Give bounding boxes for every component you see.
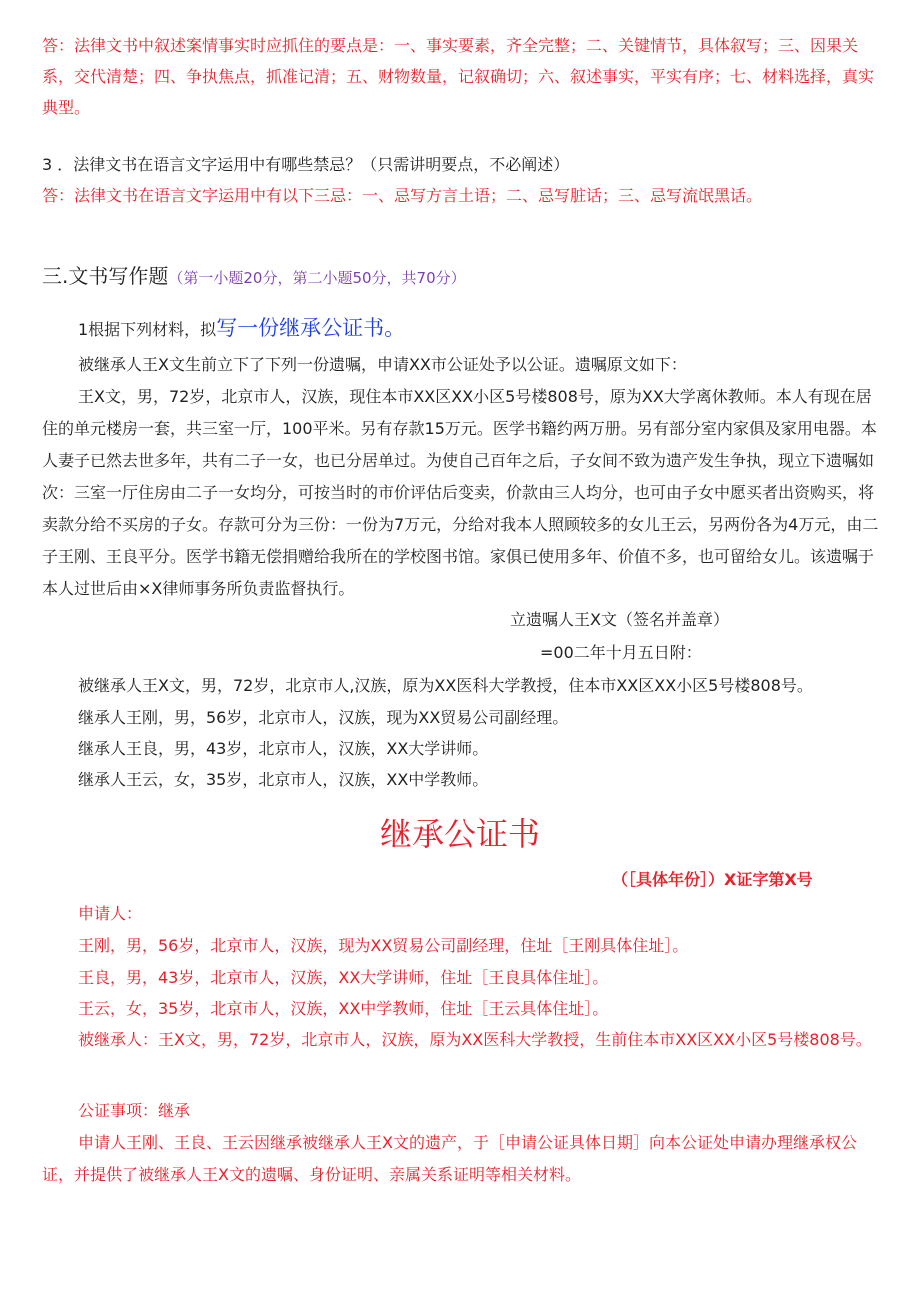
person-heir-wanggang: 继承人王刚，男，56岁，北京市人，汉族，现为XX贸易公司副经理。 [78,708,569,727]
person-decedent: 被继承人王X文，男，72岁，北京市人,汉族，原为XX医科大学教授，住本市XX区XX小区5号楼808号。 [78,676,813,695]
decedent-info: 被继承人：王X文，男，72岁，北京市人，汉族，原为XX医科大学教授，生前住本市XX区XX小区5号楼808号。 [78,1030,872,1049]
certificate-title: 继承公证书 [379,815,540,853]
section-3-heading [42,262,466,292]
applicant-wangliang: 王良，男，43岁，北京市人，汉族，XX大学讲师，住址［王良具体住址］。 [78,968,609,987]
intro-paragraph: 被继承人王X文生前立下了下列一份遗嘱，申请XX市公证处予以公证。遗嘱原文如下： [78,355,687,374]
task-1 [78,312,405,346]
will-text: 王X文，男，72岁，北京市人，汉族，现住本市XX区XX小区5号楼808号，原为XX大学离休教师。本人有现在居住的单元楼房一套，共三室一厅，100平米。另有存款15万元。医学书籍约两万册。另有部分室内家俱及家用电器。本人妻子已然去世多年，共有二子一女，也已分居单过。为使自己百年之后，子女间不致为遗产发生争执，现立下遗嘱如次：三室一厅住房由二子一女均分，可按当时的市价评估后变卖，价款由三人均分，也可由子女中愿买者出资购买，将卖款分给不买房的子女。存款可分为三份：一份为7万元，分给对我本人照顾较多的女儿王云，另两份各为4万元，由二子王刚、王良平分。医学书籍无偿捐赠给我所在的学校图书馆。家俱已使用多年、价值不多，也可留给女儿。该遗嘱于本人过世后由×X律师事务所负责监督执行。 [42,387,879,598]
section-3-title: 三.文书写作题 [42,264,169,288]
applicant-label: 申请人： [78,904,143,923]
person-heir-wangyun: 继承人王云，女，35岁，北京市人，汉族，XX中学教师。 [78,770,489,789]
will-date: =00二年十月五日附： [540,643,702,662]
person-heir-wangliang: 继承人王良，男，43岁，北京市人，汉族，XX大学讲师。 [78,739,489,758]
answer-3: 答：法律文书在语言文字运用中有以下三忌：一、忌写方言土语；二、忌写脏话；三、忌写流氓黑话。 [42,186,763,205]
certificate-number: （［具体年份］）X证字第X号 [612,870,813,889]
answer-2: 答：法律文书中叙述案情事实时应抓住的要点是：一、事实要素，齐全完整；二、关键情节，具体叙写；三、因果关系，交代清楚；四、争执焦点，抓准记清；五、财物数量，记叙确切；六、叙述事实，平实有序；七、材料选择，真实典型。 [42,36,875,117]
task-1-link[interactable]: 写一份继承公证书。 [216,316,406,340]
will-signature: 立遗嘱人王X文（签名并盖章） [510,610,729,629]
section-3-subtitle: （第一小题20分，第二小题50分，共70分） [168,269,466,287]
certificate-body: 申请人王刚、王良、王云因继承被继承人王X文的遗产，于［申请公证具体日期］向本公证处申请办理继承权公证，并提供了被继承人王X文的遗嘱、身份证明、亲属关系证明等相关材料。 [42,1133,857,1184]
task-1-prefix: 1根据下列材料，拟 [78,320,217,339]
applicant-wangyun: 王云，女，35岁，北京市人，汉族，XX中学教师，住址［王云具体住址］。 [78,999,609,1018]
notary-matter: 公证事项：继承 [78,1101,191,1120]
question-3: 3 ．法律文书在语言文字运用中有哪些禁忌？（只需讲明要点，不必阐述） [42,155,570,174]
applicant-wanggang: 王刚，男，56岁，北京市人，汉族，现为XX贸易公司副经理，住址［王刚具体住址］。 [78,936,689,955]
